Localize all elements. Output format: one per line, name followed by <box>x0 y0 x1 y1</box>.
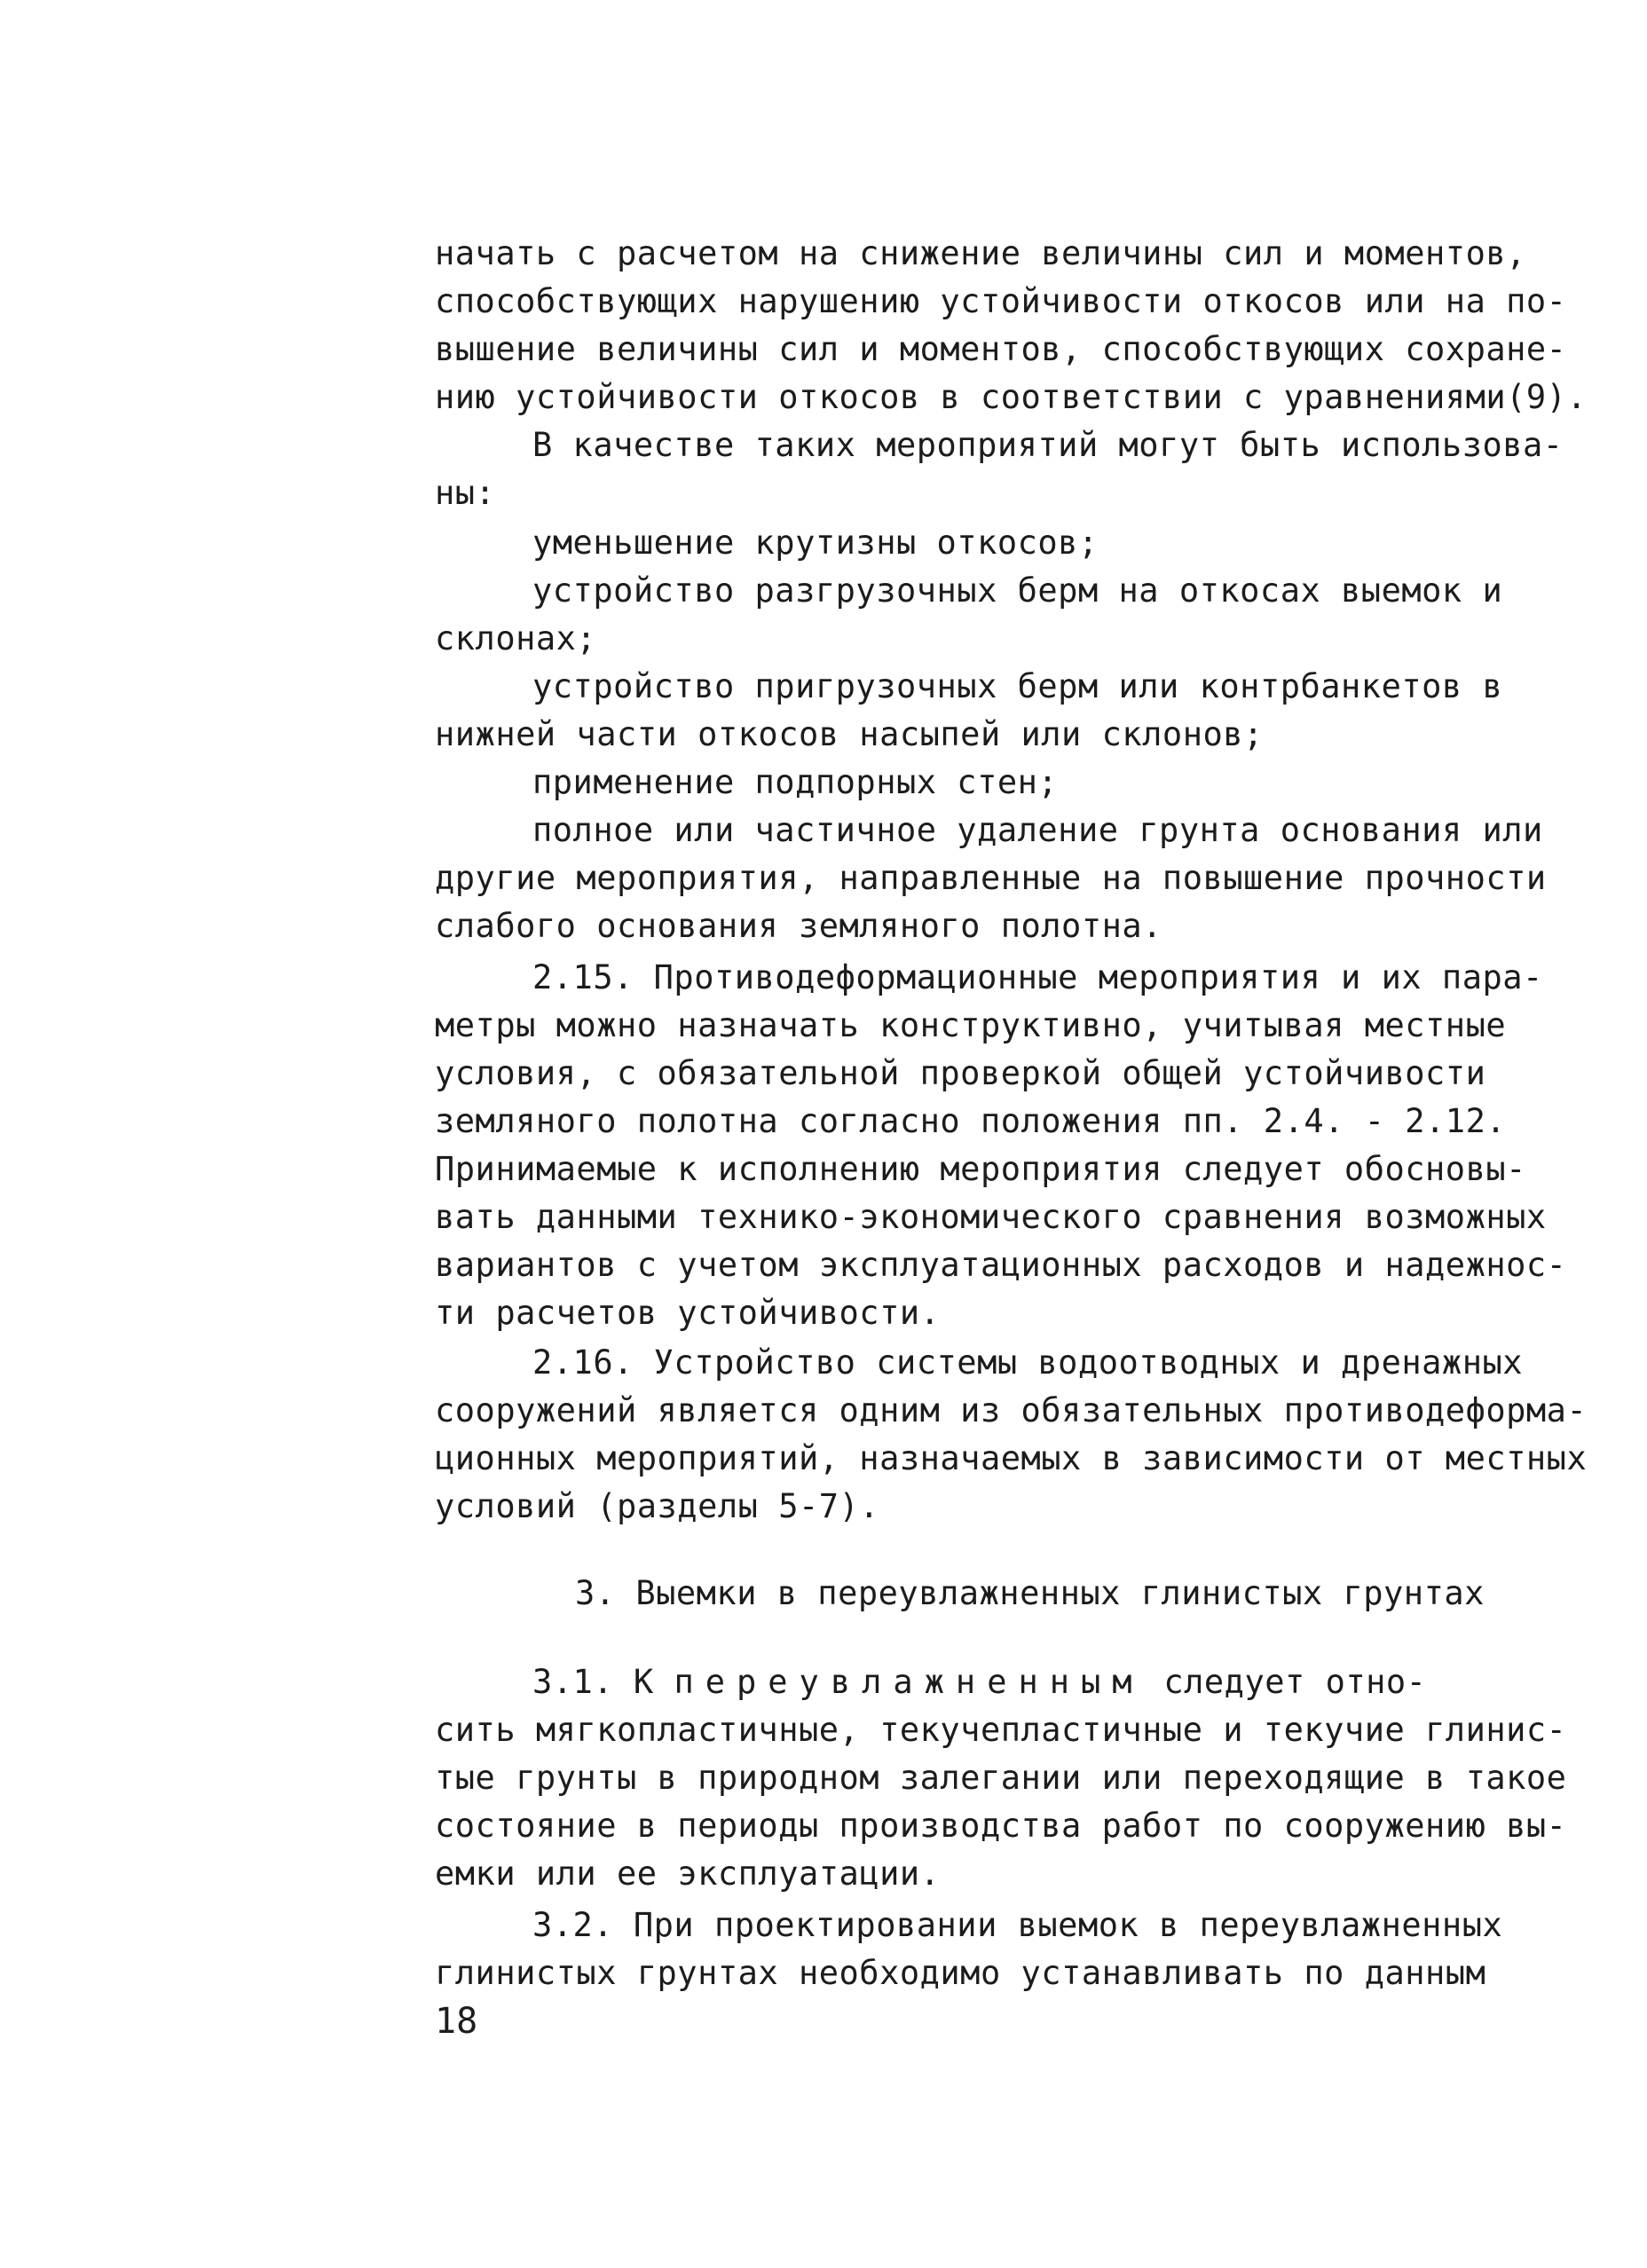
text-line: состояние в периоды производства работ по сооружению вы- <box>435 1807 1567 1845</box>
text-line: сооружений является одним из обязательных противодеформа- <box>435 1391 1588 1429</box>
text-line: ционных мероприятий, назначаемых в зависимости от местных <box>435 1439 1588 1477</box>
text-line: вать данными технико-экономического сравнения возможных <box>435 1198 1547 1236</box>
text-line: глинистых грунтах необходимо устанавливать по данным <box>435 1954 1486 1992</box>
list-item: применение подпорных стен; <box>532 763 1059 801</box>
clause-continuation: следует отно- <box>1163 1663 1427 1701</box>
list-item: устройство разгрузочных берм на откосах выемок и <box>532 571 1503 610</box>
text-line: ны: <box>435 474 496 512</box>
text-line: метры можно назначать конструктивно, учитывая местные <box>435 1006 1507 1044</box>
paragraph-2-16: 2.16. Устройство системы водоотводных и дренажных <box>532 1343 1524 1382</box>
text-line: В качестве таких мероприятий могут быть использова- <box>532 426 1564 464</box>
text-line: другие мероприятия, направленные на повышение прочности <box>435 859 1547 897</box>
list-item: уменьшение крутизны откосов; <box>532 524 1099 562</box>
text-line: ти расчетов устойчивости. <box>435 1294 941 1332</box>
text-line: вариантов с учетом эксплуатационных расходов и надежнос- <box>435 1246 1567 1284</box>
text-line: тые грунты в природном залегании или переходящие в такое <box>435 1759 1567 1797</box>
text-line: емки или ее эксплуатации. <box>435 1855 941 1893</box>
list-item: устройство пригрузочных берм или контрбанкетов в <box>532 667 1503 705</box>
emphasized-term: переувлажненным <box>674 1663 1144 1701</box>
text-line: слабого основания земляного полотна. <box>435 907 1162 945</box>
paragraph-3-2: 3.2. При проектировании выемок в переувлажненных <box>532 1906 1503 1944</box>
text-line: склонах; <box>435 619 597 658</box>
clause-number: 3.1. К <box>532 1663 654 1701</box>
text-line: нию устойчивости откосов в соответствии с уравнениями(9). <box>435 378 1588 416</box>
text-line: Принимаемые к исполнению мероприятия следует обосновы- <box>435 1150 1526 1188</box>
paragraph-2-15: 2.15. Противодеформационные мероприятия и их пара- <box>532 958 1543 996</box>
text-line: условий (разделы 5-7). <box>435 1487 880 1525</box>
text-line: вышение величины сил и моментов, способствующих сохране- <box>435 330 1567 368</box>
text-line: земляного полотна согласно положения пп. 2.4. - 2.12. <box>435 1102 1507 1140</box>
section-heading: 3. Выемки в переувлажненных глинистых грунтах <box>575 1574 1485 1612</box>
paragraph-3-1 <box>532 1658 1426 1707</box>
page-number: 18 <box>435 2001 478 2042</box>
text-line: сить мягкопластичные, текучепластичные и текучие глинис- <box>435 1711 1567 1749</box>
text-line: начать с расчетом на снижение величины сил и моментов, <box>435 234 1526 272</box>
text-line: способствующих нарушению устойчивости откосов или на по- <box>435 282 1567 320</box>
text-line: нижней части откосов насыпей или склонов; <box>435 715 1264 753</box>
list-item: полное или частичное удаление грунта основания или <box>532 811 1543 849</box>
text-line: условия, с обязательной проверкой общей устойчивости <box>435 1054 1486 1092</box>
